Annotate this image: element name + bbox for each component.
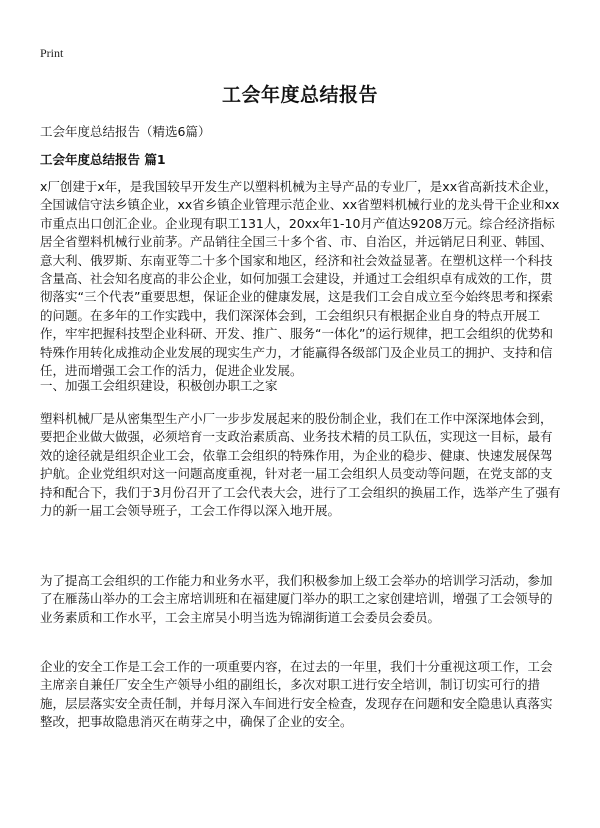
page-title: 工会年度总结报告 — [221, 84, 378, 106]
section-heading-1: 一、加强工会组织建设，积极创办职工之家 — [40, 378, 278, 393]
paragraph-training: 为了提高工会组织的工作能力和业务水平，我们积极参加上级工会举办的培训学习活动，参加了在雁荡山举办的工会主席培训班和在福建厦门举办的职工之家创建培训，增强了工会领导的业务素质和工作水平，工会主席吴小明当选为锦湖街道工会委员会委员。 — [40, 573, 553, 625]
paragraph-organization: 塑料机械厂是从密集型生产小厂一步步发展起来的股份制企业，我们在工作中深深地体会到，要把企业做大做强，必须培育一支政治素质高、业务技术精的员工队伍，实现这一目标，最有效的途径就是组织企业工会，依靠工会组织的特殊作用，为企业的稳步、健康、快速发展保驾护航。企业党组织对这一问题高度重视，针对老一届工会组织人员变动等问题，在党支部的支持和配合下，我们于3月份召开了工会代表大会，进行了工会组织的换届工作，选举产生了强有力的新一届工会领导班子，工会工作得以深入地开展。 — [40, 411, 561, 519]
section-title: 工会年度总结报告 篇1 — [40, 152, 166, 167]
document-subtitle: 工会年度总结报告（精选6篇） — [40, 124, 211, 139]
paragraph-safety: 企业的安全工作是工会工作的一项重要内容，在过去的一年里，我们十分重视这项工作，工会主席亲自兼任厂安全生产领导小组的副组长，多次对职工进行安全培训，制订切实可行的措施，层层落实安全责任制，并每月深入车间进行安全检查，发现存在问题和安全隐患认真落实整改，把事故隐患消灭在萌芽之中，确保了企业的安全。 — [40, 659, 553, 730]
print-link[interactable]: Print — [40, 46, 64, 60]
paragraph-intro: x厂创建于x年，是我国较早开发生产以塑料机械为主导产品的专业厂，是xx省高新技术企业，全国诚信守法乡镇企业，xx省乡镇企业管理示范企业、xx省塑料机械行业的龙头骨干企业和xx市重点出口创汇企业。企业现有职工131人，20xx年1-10月产值达9208万元。综合经济指标居全省塑料机械行业前茅。产品销往全国三十多个省、市、自治区，并远销尼日利亚、韩国、意大利、俄罗斯、东南亚等二十多个国家和地区，经济和社会效益显著。在塑机这样一个科技含量高、社会知名度高的非公企业，如何加强工会建设，并通过工会组织卓有成效的工作，贯彻落实“三个代表”重要思想，保证企业的健康发展，这是我们工会自成立至今始终思考和探索的问题。在多年的工作实践中，我们深深体会到，工会组织只有根据企业自身的特点开展工作，牢牢把握科技型企业科研、开发、推广、服务“一体化”的运行规律，把工会组织的优势和特殊作用转化成推动企业发展的现实生产力，才能赢得各级部门及企业员工的拥护、支持和信任，进而增强工会工作的活力，促进企业发展。 — [40, 179, 560, 379]
